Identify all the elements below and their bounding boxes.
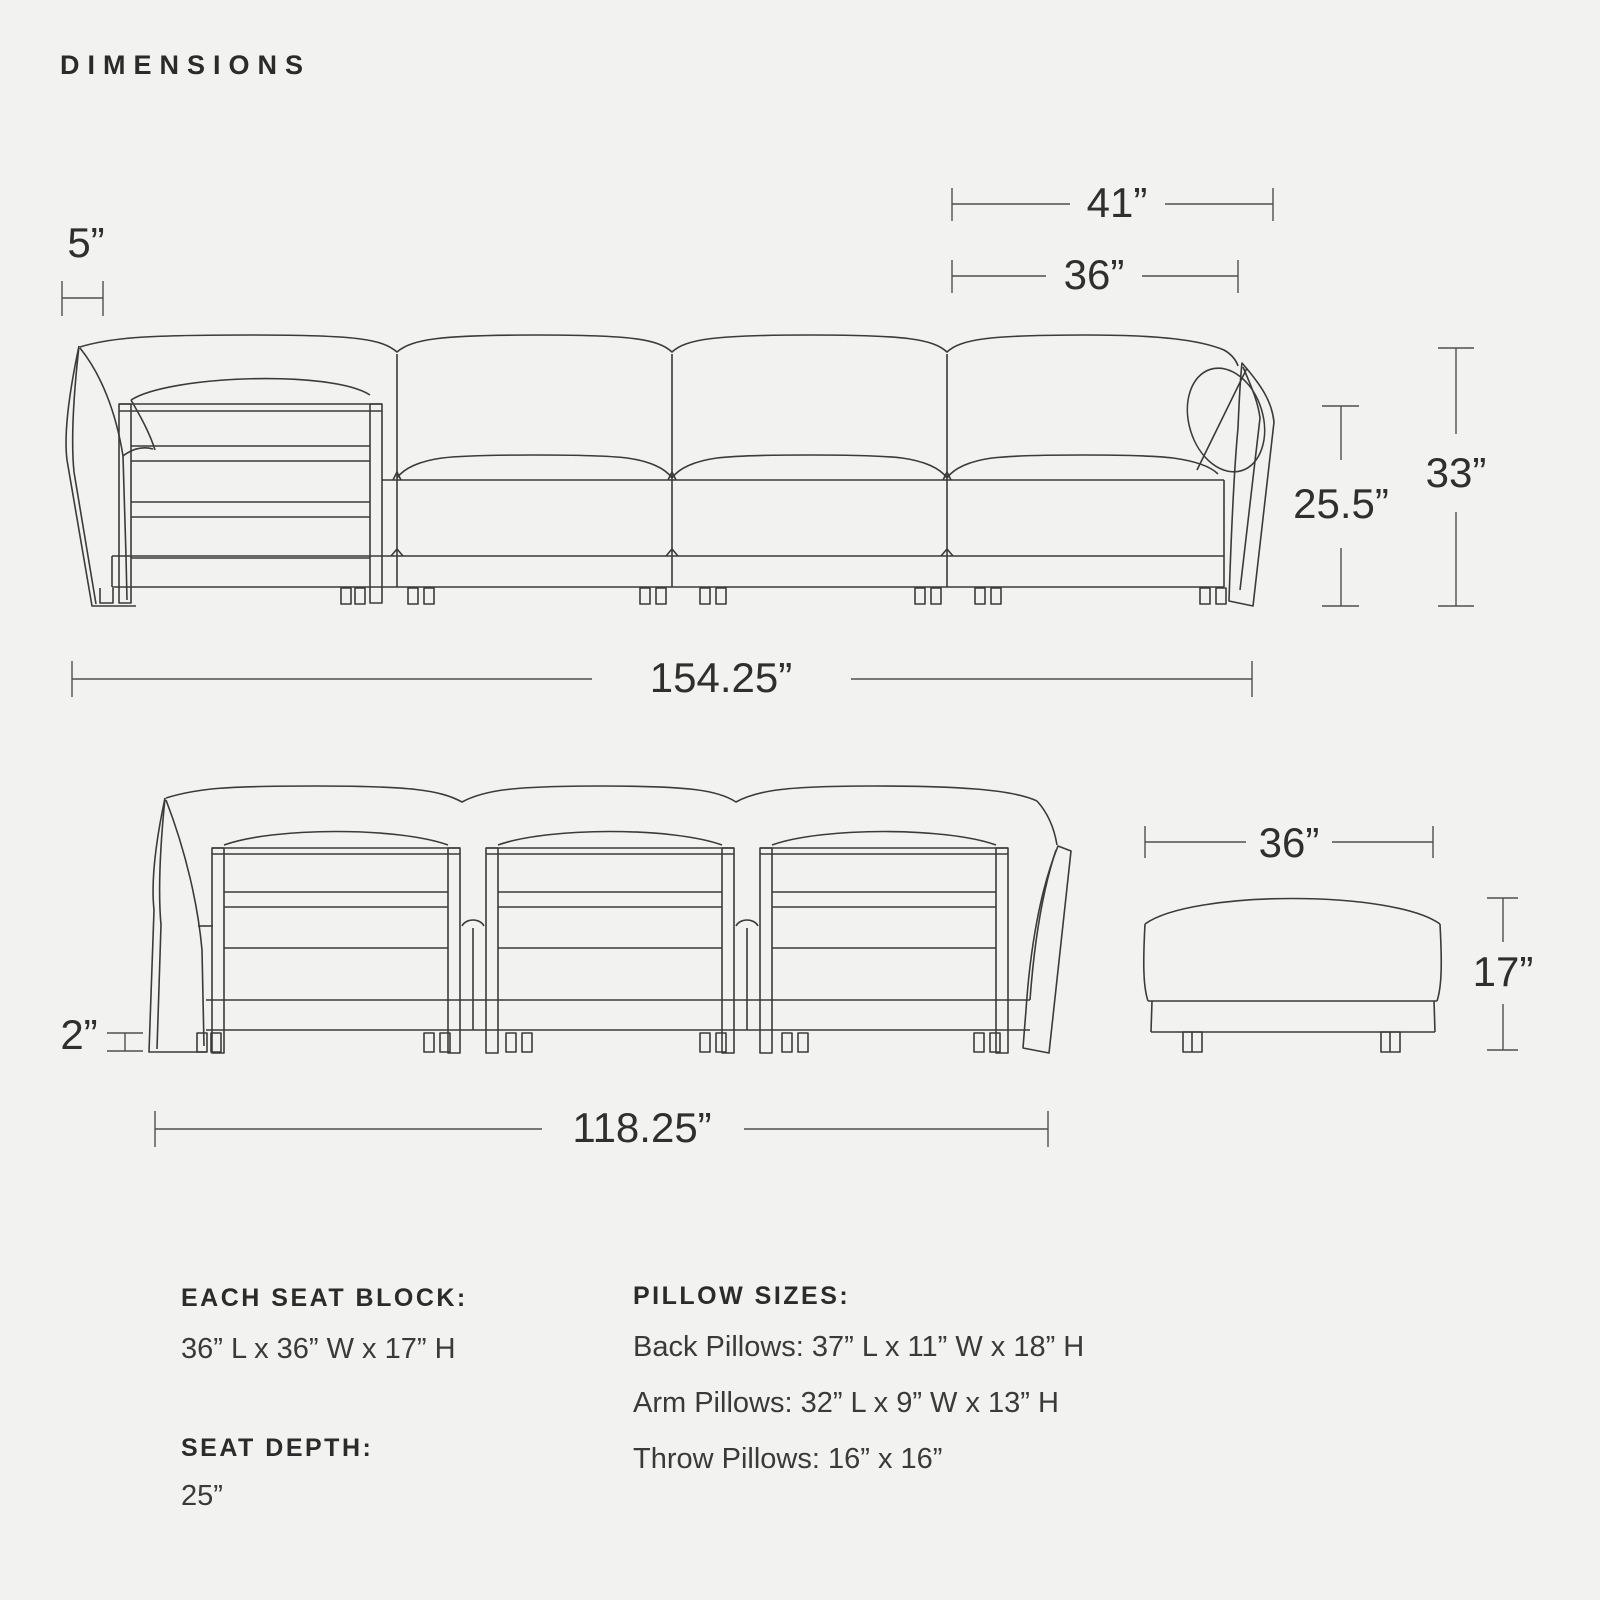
front-seat-cushion-1 (397, 455, 672, 478)
front-left-arm-cushion-edge (80, 348, 127, 600)
dim-label-leg-height: 2” (60, 1011, 98, 1058)
dim-label-total-height: 33” (1425, 449, 1487, 496)
dim-line-arm-width (62, 281, 103, 316)
front-base (112, 480, 1224, 587)
front-base-left-foot (100, 588, 113, 603)
back-frame-module-2 (486, 832, 734, 1054)
seat-depth-label: SEAT DEPTH: (181, 1434, 374, 1462)
front-bolster-seam (1197, 368, 1247, 470)
dim-label-front-total-length: 154.25” (649, 654, 793, 701)
front-frame-slats (119, 404, 382, 558)
back-frame-module-1 (212, 832, 460, 1054)
front-frame-post-right (370, 404, 382, 603)
dim-label-ottoman-height: 17” (1472, 948, 1534, 995)
front-legs (341, 588, 1226, 604)
back-left-arm-cushion-edge (166, 800, 204, 1046)
back-module-seams (473, 928, 747, 1030)
dim-label-back-total-length: 118.25” (572, 1104, 712, 1151)
dim-line-leg-height (107, 1033, 143, 1051)
back-right-arm (1023, 846, 1071, 1053)
front-module-seams (397, 354, 947, 587)
pillow-back-value: Back Pillows: 37” L x 11” W x 18” H (633, 1331, 1085, 1363)
pillow-sizes-label: PILLOW SIZES: (633, 1282, 851, 1310)
ottoman-legs (1183, 1032, 1400, 1052)
dim-label-back-height: 25.5” (1293, 480, 1389, 527)
ottoman-side-right (1437, 924, 1441, 1001)
front-elevation-drawing (66, 335, 1277, 606)
seat-block-value: 36” L x 36” W x 17” H (181, 1333, 456, 1365)
back-right-arm-inner (1030, 850, 1056, 1000)
front-left-arm-curl (123, 448, 153, 456)
back-base-lines (206, 1000, 1030, 1030)
back-elevation-drawing (149, 786, 1071, 1053)
pillow-arm-value: Arm Pillows: 32” L x 9” W x 13” H (633, 1387, 1059, 1419)
page-title: DIMENSIONS (60, 50, 312, 80)
dim-label-arm-width: 5” (67, 219, 105, 266)
seat-depth-value: 25” (181, 1480, 223, 1512)
front-right-arm-inner (1240, 367, 1260, 590)
front-seat-cushion-3 (947, 455, 1218, 478)
back-legs (197, 1033, 1000, 1052)
front-corner-cushion-curl (131, 400, 155, 450)
front-bolster-pillow (1175, 358, 1277, 481)
back-cushions-outline (166, 786, 1037, 802)
dim-label-seat-plus-arm: 41” (1086, 179, 1148, 226)
dim-label-seat-width: 36” (1063, 251, 1125, 298)
dim-label-ottoman-width: 36” (1258, 819, 1320, 866)
ottoman-base (1151, 1001, 1435, 1032)
back-right-cushion-curl (1037, 801, 1057, 845)
back-frame-module-3 (760, 832, 1008, 1054)
back-gap-curls (462, 920, 758, 926)
front-corner-cushion-top (131, 379, 370, 400)
front-seat-cushion-2 (672, 455, 947, 478)
front-back-cushions-outline (80, 335, 1238, 366)
ottoman-cushion-top (1145, 899, 1440, 925)
ottoman-side-left (1144, 924, 1148, 1001)
seat-block-label: EACH SEAT BLOCK: (181, 1284, 468, 1312)
ottoman-drawing (1144, 899, 1441, 1053)
pillow-throw-value: Throw Pillows: 16” x 16” (633, 1443, 943, 1475)
